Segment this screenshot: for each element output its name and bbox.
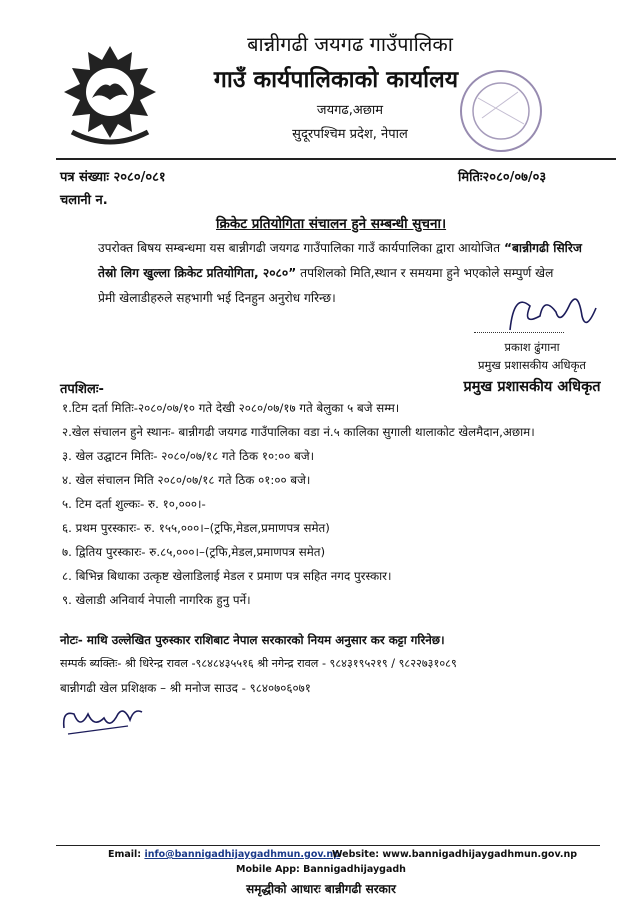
notice-subject: क्रिकेट प्रतियोगिता संचालन हुने सम्बन्धी सुचना। bbox=[216, 216, 447, 232]
footer-mobile-app: Mobile App: Bannigadhijaygadh bbox=[236, 864, 406, 875]
body-line1: उपरोक्त बिषय सम्बन्धमा यस बान्नीगढी जयगढ गाउँपालिका गाउँ कार्यपालिका द्वारा आयोजित bbox=[98, 241, 504, 255]
body-event-name-a: “बान्नीगढी सिरिज bbox=[503, 241, 582, 255]
details-item: ७. द्वितिय पुरस्कारः- रु.८५,०००।–(ट्रफि,मेडल,प्रमाणपत्र समेत) bbox=[62, 545, 326, 559]
government-emblem-icon bbox=[52, 40, 168, 152]
details-item: ५. टिम दर्ता शुल्कः- रु. १०,०००।- bbox=[62, 497, 206, 511]
office-name: गाउँ कार्यपालिकाको कार्यालय bbox=[213, 67, 459, 93]
website-link[interactable]: www.bannigadhijaygadhmun.gov.np bbox=[382, 849, 578, 860]
office-stamp-icon bbox=[458, 68, 544, 154]
letter-date: मितिः२०८०/०७/०३ bbox=[458, 170, 547, 185]
signatory-title-stamp: प्रमुख प्रशासकीय अधिकृत bbox=[463, 379, 601, 395]
header-divider bbox=[56, 158, 616, 160]
tax-note: नोटः- माथि उल्लेखित पुरुस्कार राशिबाट नेपाल सरकारको नियम अनुसार कर कट्टा गरिनेछ। bbox=[60, 633, 445, 647]
details-item: ६. प्रथम पुरस्कारः- रु. १५५,०००।–(ट्रफि,मेडल,प्रमाणपत्र समेत) bbox=[62, 521, 330, 535]
body-line3: प्रेमी खेलाडीहरुले सहभागी भई दिनहुन अनुरोध गरिन्छ। bbox=[98, 291, 336, 305]
coach-contact: बान्नीगढी खेल प्रशिक्षक – श्री मनोज साउद - ९८४०७०६०७१ bbox=[60, 681, 311, 695]
signatory-title: प्रमुख प्रशासकीय अधिकृत bbox=[478, 358, 586, 372]
footer-email bbox=[108, 849, 340, 860]
signature-line bbox=[474, 322, 564, 333]
details-item: ८. बिभिन्न बिधाका उत्कृष्ट खेलाडिलाई मेडल र प्रमाण पत्र सहित नगद पुरस्कार। bbox=[62, 569, 392, 583]
details-item: २.खेल संचालन हुने स्थानः- बान्नीगढी जयगढ गाउँपालिका वडा नं.५ कालिका सुगाली थालाकोट खेलमैदान,अछाम। bbox=[62, 425, 535, 439]
letter-number: पत्र संख्याः २०८०/०८१ bbox=[60, 170, 166, 185]
initials-icon bbox=[58, 700, 148, 740]
details-item: १.टिम दर्ता मितिः-२०८०/०७/१० गते देखी २०८०/०७/१७ गते बेलुका ५ बजे सम्म। bbox=[62, 401, 400, 415]
details-item: ४. खेल संचालन मिति २०८०/०७/१८ गते ठिक ०१:०० बजे। bbox=[62, 473, 311, 487]
footer-website bbox=[332, 849, 577, 860]
signature-icon bbox=[500, 286, 600, 342]
office-province: सुदूरपश्चिम प्रदेश, नेपाल bbox=[292, 127, 408, 142]
footer-slogan: समृद्धीको आधारः बान्नीगढी सरकार bbox=[246, 882, 396, 896]
contact-persons: सम्पर्क ब्यक्तिः- श्री धिरेन्द्र रावल -९८४८४३५५१६ श्री नगेन्द्र रावल - ९८४३१९५२१९ / ९८२२७३१०८९ bbox=[60, 657, 457, 670]
dispatch-number: चलानी न. bbox=[60, 193, 108, 208]
details-item: ९. खेलाडी अनिवार्य नेपाली नागरिक हुनु पर्ने। bbox=[62, 593, 251, 607]
details-heading: तपशिलः- bbox=[60, 382, 104, 397]
body-line2: तपशिलको मिति,स्थान र समयमा हुने भएकोले सम्पुर्ण खेल bbox=[296, 266, 554, 280]
email-label: Email: bbox=[108, 849, 142, 860]
details-item: ३. खेल उद्घाटन मितिः- २०८०/०७/१८ गते ठिक १०:०० बजे। bbox=[62, 449, 315, 463]
office-location: जयगढ,अछाम bbox=[316, 103, 384, 118]
footer-divider bbox=[56, 845, 600, 846]
email-link[interactable]: info@bannigadhijaygadhmun.gov.np bbox=[144, 849, 340, 860]
municipality-name: बान्नीगढी जयगढ गाउँपालिका bbox=[247, 32, 453, 56]
body-event-name-b: तेस्रो लिग खुल्ला क्रिकेट प्रतियोगिता, २०८०” bbox=[98, 266, 297, 280]
signatory-name: प्रकाश ढुंगाना bbox=[504, 340, 560, 354]
website-label: Website: bbox=[332, 849, 380, 860]
